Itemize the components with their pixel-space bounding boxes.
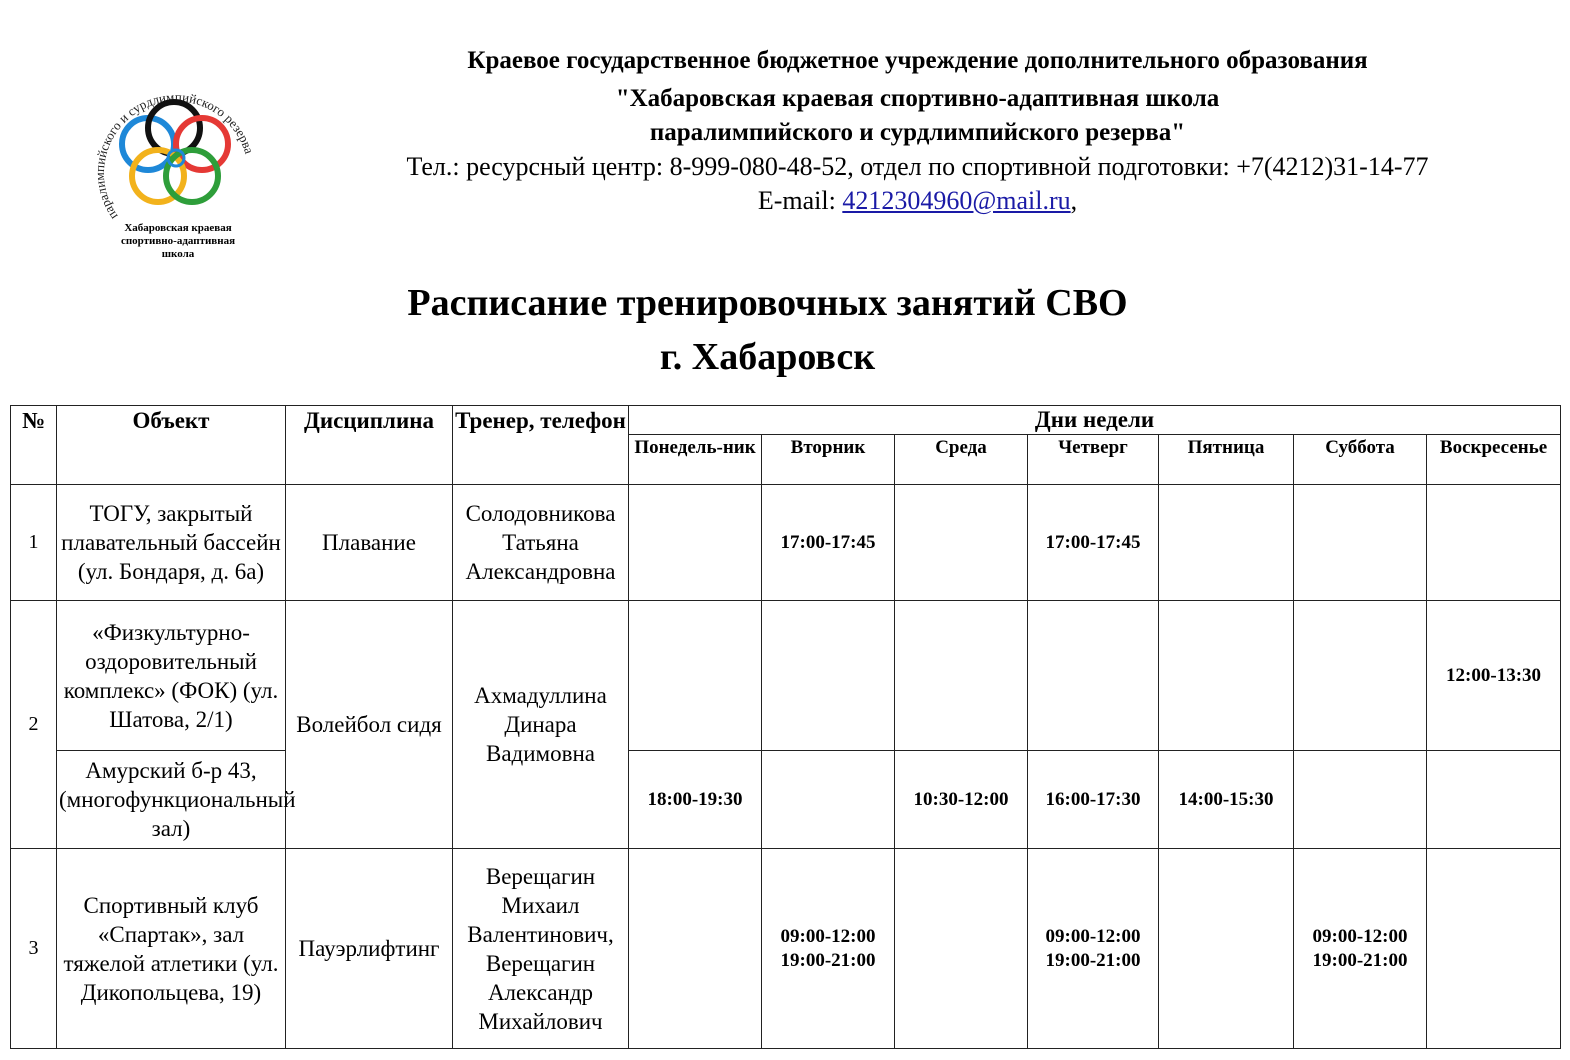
header-day-thu: Четверг xyxy=(1028,435,1159,485)
row-object: «Физкультурно-оздоровительный комплекс» (ФОК) (ул. Шатова, 2/1) xyxy=(57,601,286,751)
logo-caption-2: спортивно-адаптивная xyxy=(120,235,236,247)
time-mon xyxy=(629,849,762,1049)
time-tue xyxy=(762,601,895,751)
time-fri xyxy=(1159,485,1294,601)
logo-ring-text: паралимпийского и сурдлимпийского резерва xyxy=(91,89,258,223)
email-label: E-mail: xyxy=(757,186,843,215)
row-num: 1 xyxy=(11,485,57,601)
row-coach: Ахмадуллина Динара Вадимовна xyxy=(453,601,629,849)
title-line-1: Расписание тренировочных занятий СВО xyxy=(407,282,1128,324)
header-day-fri: Пятница xyxy=(1159,435,1294,485)
time-mon xyxy=(629,485,762,601)
time-thu xyxy=(1028,601,1159,751)
time-thu: 17:00-17:45 xyxy=(1028,485,1159,601)
table-row xyxy=(11,601,1561,751)
time-slot: 09:00-12:00 xyxy=(1045,925,1141,947)
table-row xyxy=(11,849,1561,1049)
time-thu: 16:00-17:30 xyxy=(1028,751,1159,849)
org-line-3: паралимпийского и сурдлимпийского резерва" xyxy=(649,119,1186,146)
row-coach: Солодовникова Татьяна Александровна xyxy=(453,485,629,601)
header-day-mon: Понедель-ник xyxy=(629,435,762,485)
header-coach: Тренер, телефон xyxy=(453,406,629,485)
header-discipline: Дисциплина xyxy=(286,406,453,485)
row-discipline: Пауэрлифтинг xyxy=(286,849,453,1049)
page-title xyxy=(0,276,1535,384)
header-object: Объект xyxy=(57,406,286,485)
header-day-wed: Среда xyxy=(895,435,1028,485)
time-slot: 19:00-21:00 xyxy=(1312,949,1408,971)
time-mon xyxy=(629,601,762,751)
time-sun xyxy=(1427,751,1561,849)
row-coach: Верещагин Михаил Валентинович, Верещагин Александр Михайлович xyxy=(453,849,629,1049)
time-slot: 19:00-21:00 xyxy=(780,949,876,971)
time-slot: 19:00-21:00 xyxy=(1045,949,1141,971)
header-day-sat: Суббота xyxy=(1294,435,1427,485)
org-line-1: Краевое государственное бюджетное учреждение дополнительного образования xyxy=(467,47,1368,74)
time-tue xyxy=(762,751,895,849)
time-tue: 17:00-17:45 xyxy=(762,485,895,601)
row-discipline: Волейбол сидя xyxy=(286,601,453,849)
logo-caption-3: школа xyxy=(161,248,195,260)
title-line-2: г. Хабаровск xyxy=(659,336,876,378)
time-fri xyxy=(1159,849,1294,1049)
time-sat xyxy=(1294,849,1427,1049)
phone-line: Тел.: ресурсный центр: 8-999-080-48-52, отдел по спортивной подготовки: +7(4212)31-14-77 xyxy=(406,152,1429,181)
org-line-2: "Хабаровская краевая спортивно-адаптивная школа xyxy=(615,85,1220,112)
time-sat xyxy=(1294,751,1427,849)
time-fri xyxy=(1159,601,1294,751)
row-object: ТОГУ, закрытый плавательный бассейн (ул. Бондаря, д. 6а) xyxy=(57,485,286,601)
header-num: № xyxy=(11,406,57,485)
email-link[interactable]: 4212304960@mail.ru xyxy=(842,186,1071,215)
header-day-tue: Вторник xyxy=(762,435,895,485)
time-sat xyxy=(1294,485,1427,601)
time-sat xyxy=(1294,601,1427,751)
logo-ring-green xyxy=(166,150,218,202)
row-num: 2 xyxy=(11,601,57,849)
table-row xyxy=(11,485,1561,601)
row-object: Амурский б-р 43, (многофункциональный зал) xyxy=(57,751,286,849)
time-thu xyxy=(1028,849,1159,1049)
time-sun: 12:00-13:30 xyxy=(1427,601,1561,751)
time-slot: 09:00-12:00 xyxy=(1312,925,1408,947)
schedule-table xyxy=(10,405,1561,1049)
school-logo xyxy=(88,66,268,266)
time-fri: 14:00-15:30 xyxy=(1159,751,1294,849)
header-days-group: Дни недели xyxy=(629,406,1561,435)
time-wed xyxy=(895,485,1028,601)
time-sun xyxy=(1427,485,1561,601)
logo-caption-1: Хабаровская краевая xyxy=(124,222,232,234)
time-wed: 10:30-12:00 xyxy=(895,751,1028,849)
email-suffix: , xyxy=(1070,186,1078,215)
time-wed xyxy=(895,601,1028,751)
time-wed xyxy=(895,849,1028,1049)
table-row xyxy=(11,751,1561,849)
row-num: 3 xyxy=(11,849,57,1049)
time-tue xyxy=(762,849,895,1049)
letterhead xyxy=(290,44,1545,218)
time-slot: 09:00-12:00 xyxy=(780,925,876,947)
row-discipline: Плавание xyxy=(286,485,453,601)
time-mon: 18:00-19:30 xyxy=(629,751,762,849)
email-line xyxy=(290,184,1545,218)
header-day-sun: Воскресенье xyxy=(1427,435,1561,485)
row-object: Спортивный клуб «Спартак», зал тяжелой атлетики (ул. Дикопольцева, 19) xyxy=(57,849,286,1049)
time-sun xyxy=(1427,849,1561,1049)
